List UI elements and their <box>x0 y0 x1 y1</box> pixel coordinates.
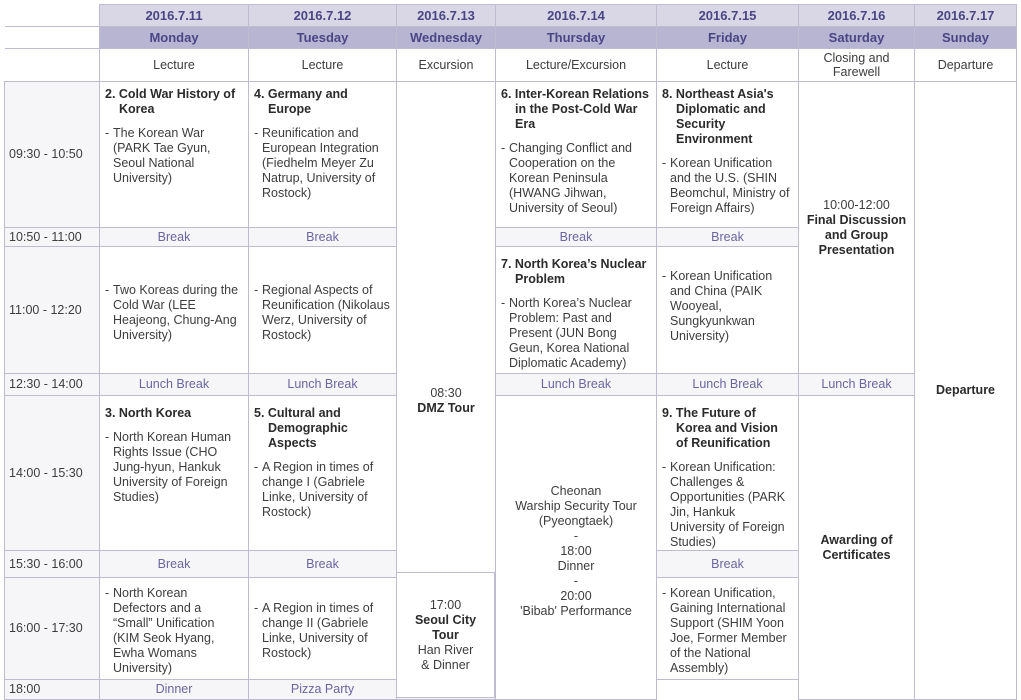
lunch-thu: Lunch Break <box>496 374 657 396</box>
awarding-cell <box>799 396 915 700</box>
departure-cell: Departure <box>915 82 1017 700</box>
awarding-line2: Certificates <box>822 547 891 562</box>
row-1400 <box>5 396 1017 551</box>
lecture-fri-1 <box>657 82 799 228</box>
date-monday: 2016.7.11 <box>100 5 249 27</box>
day-monday: Monday <box>100 27 249 49</box>
lunch-sat: Lunch Break <box>799 374 915 396</box>
lecture-desc: - Reunification and European Integration (Fiedhelm Meyer Zu Natrup, University of Rostock) <box>254 126 379 200</box>
type-friday: Lecture <box>657 49 799 82</box>
cheonan-line3: (Pyeongtaek) <box>538 514 614 528</box>
break-thu: Break <box>496 228 657 247</box>
time-1050: 10:50 - 11:00 <box>5 228 100 247</box>
lecture-desc: - A Region in times of change I (Gabriele Linke, University of Rostock) <box>254 460 374 519</box>
lecture-title: 2. Cold War History of Korea <box>105 87 236 116</box>
lecture-fri-3 <box>657 396 799 551</box>
dinner-label: Dinner <box>557 559 595 573</box>
day-friday: Friday <box>657 27 799 49</box>
row-0930 <box>5 82 1017 228</box>
lecture-desc: - North Korean Defectors and a “Small” Unification (KIM Seok Hyang, Ewha Womans University) <box>105 586 215 675</box>
performance-label: 'Bibab' Performance <box>520 604 632 618</box>
time-1600: 16:00 - 17:30 <box>5 578 100 680</box>
lecture-title: 9. The Future of Korea and Vision of Reunification <box>662 406 778 450</box>
type-saturday-line2: Farewell <box>832 65 881 79</box>
time-1400: 14:00 - 15:30 <box>5 396 100 551</box>
break-fri: Break <box>657 228 799 247</box>
break-mon: Break <box>100 228 249 247</box>
lecture-fri-4 <box>657 578 799 680</box>
row-1230 <box>5 374 1017 396</box>
lunch-mon: Lunch Break <box>100 374 249 396</box>
type-monday: Lecture <box>100 49 249 82</box>
lecture-fri-2 <box>657 247 799 374</box>
lecture-thu-1 <box>496 82 657 228</box>
seoul-name-1: Seoul City <box>414 612 477 627</box>
lecture-thu-2 <box>496 247 657 374</box>
lecture-desc: - Two Koreas during the Cold War (LEE Heajeong, Chung-Ang University) <box>105 282 239 342</box>
awarding-line1: Awarding of <box>820 532 893 547</box>
day-sunday: Sunday <box>915 27 1017 49</box>
final-line3: Presentation <box>818 242 895 257</box>
corner-cell <box>5 5 100 27</box>
seoul-detail-2: & Dinner <box>421 657 470 672</box>
date-wednesday: 2016.7.13 <box>397 5 496 27</box>
time-1530: 15:30 - 16:00 <box>5 551 100 578</box>
lecture-desc: - A Region in times of change II (Gabriele Linke, University of Rostock) <box>254 601 374 660</box>
lecture-tue-4 <box>249 578 397 680</box>
lecture-desc: - Regional Aspects of Reunification (Nikolaus Werz, University of Rostock) <box>254 282 390 342</box>
lecture-mon-4 <box>100 578 249 680</box>
corner-cell-2 <box>5 27 100 49</box>
dinner-mon: Dinner <box>100 680 249 700</box>
lecture-tue-1 <box>249 82 397 228</box>
lecture-desc: - North Korea’s Nuclear Problem: Past and Present (JUN Bong Geun, Korea National Diplomatic Academy) <box>501 296 632 370</box>
date-friday: 2016.7.15 <box>657 5 799 27</box>
pizza-party-tue: Pizza Party <box>249 680 397 700</box>
cheonan-tour-cell <box>496 396 657 700</box>
seoul-city-tour-cell <box>396 572 495 698</box>
break-fri-2: Break <box>657 551 799 578</box>
header-date-row <box>5 5 1017 27</box>
lecture-desc: - Korean Unification and the U.S. (SHIN Beomchul, Ministry of Foreign Affairs) <box>662 156 790 215</box>
lecture-title: 7. North Korea’s Nuclear Problem <box>501 257 647 286</box>
date-thursday: 2016.7.14 <box>496 5 657 27</box>
cheonan-dash-1: - <box>573 529 579 543</box>
day-tuesday: Tuesday <box>249 27 397 49</box>
lecture-title: 5. Cultural and Demographic Aspects <box>254 406 348 450</box>
day-thursday: Thursday <box>496 27 657 49</box>
lecture-desc: - Korean Unification and China (PAIK Wooyeal, Sungkyunkwan University) <box>662 269 773 343</box>
final-line2: and Group <box>824 227 889 242</box>
schedule-table <box>4 4 1017 700</box>
lecture-title: 3. North Korea <box>105 406 192 420</box>
type-saturday <box>799 49 915 82</box>
lecture-title: 6. Inter-Korean Relations in the Post-Cold War Era <box>501 87 649 131</box>
lecture-desc: - North Korean Human Rights Issue (CHO Jung-hyun, Hankuk University of Foreign Studies) <box>105 430 232 504</box>
final-time: 10:00-12:00 <box>823 197 890 212</box>
dmz-time: 08:30 <box>430 385 462 400</box>
dinner-time: 18:00 <box>560 544 592 558</box>
date-sunday: 2016.7.17 <box>915 5 1017 27</box>
break-tue: Break <box>249 228 397 247</box>
lunch-tue: Lunch Break <box>249 374 397 396</box>
lecture-tue-2 <box>249 247 397 374</box>
type-sunday: Departure <box>915 49 1017 82</box>
time-1100: 11:00 - 12:20 <box>5 247 100 374</box>
lunch-fri: Lunch Break <box>657 374 799 396</box>
cheonan-dash-2: - <box>573 574 579 588</box>
performance-time: 20:00 <box>560 589 592 603</box>
dmz-name: DMZ Tour <box>417 400 475 415</box>
time-0930: 09:30 - 10:50 <box>5 82 100 228</box>
header-day-row <box>5 27 1017 49</box>
lecture-desc: - The Korean War (PARK Tae Gyun, Seoul National University) <box>105 126 211 185</box>
date-tuesday: 2016.7.12 <box>249 5 397 27</box>
seoul-name-2: Tour <box>432 627 459 642</box>
type-saturday-line1: Closing and <box>823 51 890 65</box>
lecture-desc: - Changing Conflict and Cooperation on the Korean Peninsula (HWANG Jihwan, University of Seoul) <box>501 141 632 215</box>
cheonan-line1: Cheonan <box>550 484 602 498</box>
lecture-mon-1 <box>100 82 249 228</box>
break-tue-2: Break <box>249 551 397 578</box>
lecture-title: 8. Northeast Asia's Diplomatic and Security Environment <box>662 87 774 146</box>
lecture-title: 4. Germany and Europe <box>254 87 348 116</box>
final-line1: Final Discussion <box>806 212 907 227</box>
time-1230: 12:30 - 14:00 <box>5 374 100 396</box>
corner-cell-3 <box>5 49 100 82</box>
time-1800: 18:00 <box>5 680 100 700</box>
date-saturday: 2016.7.16 <box>799 5 915 27</box>
type-tuesday: Lecture <box>249 49 397 82</box>
lecture-tue-3 <box>249 396 397 551</box>
final-discussion-cell <box>799 82 915 374</box>
seoul-detail-1: Han River <box>417 642 474 657</box>
break-mon-2: Break <box>100 551 249 578</box>
seoul-time: 17:00 <box>429 597 462 612</box>
day-saturday: Saturday <box>799 27 915 49</box>
lecture-desc: - Korean Unification: Challenges & Opportunities (PARK Jin, Hankuk University of Foreign Studies) <box>662 460 786 549</box>
type-thursday: Lecture/Excursion <box>496 49 657 82</box>
cheonan-line2: Warship Security Tour <box>515 499 637 513</box>
lecture-desc: - Korean Unification, Gaining International Support (SHIM Yoon Joe, Former Member of the National Assembly) <box>662 586 787 675</box>
type-wednesday: Excursion <box>397 49 496 82</box>
header-type-row <box>5 49 1017 82</box>
day-wednesday: Wednesday <box>397 27 496 49</box>
lecture-mon-3 <box>100 396 249 551</box>
lecture-mon-2 <box>100 247 249 374</box>
